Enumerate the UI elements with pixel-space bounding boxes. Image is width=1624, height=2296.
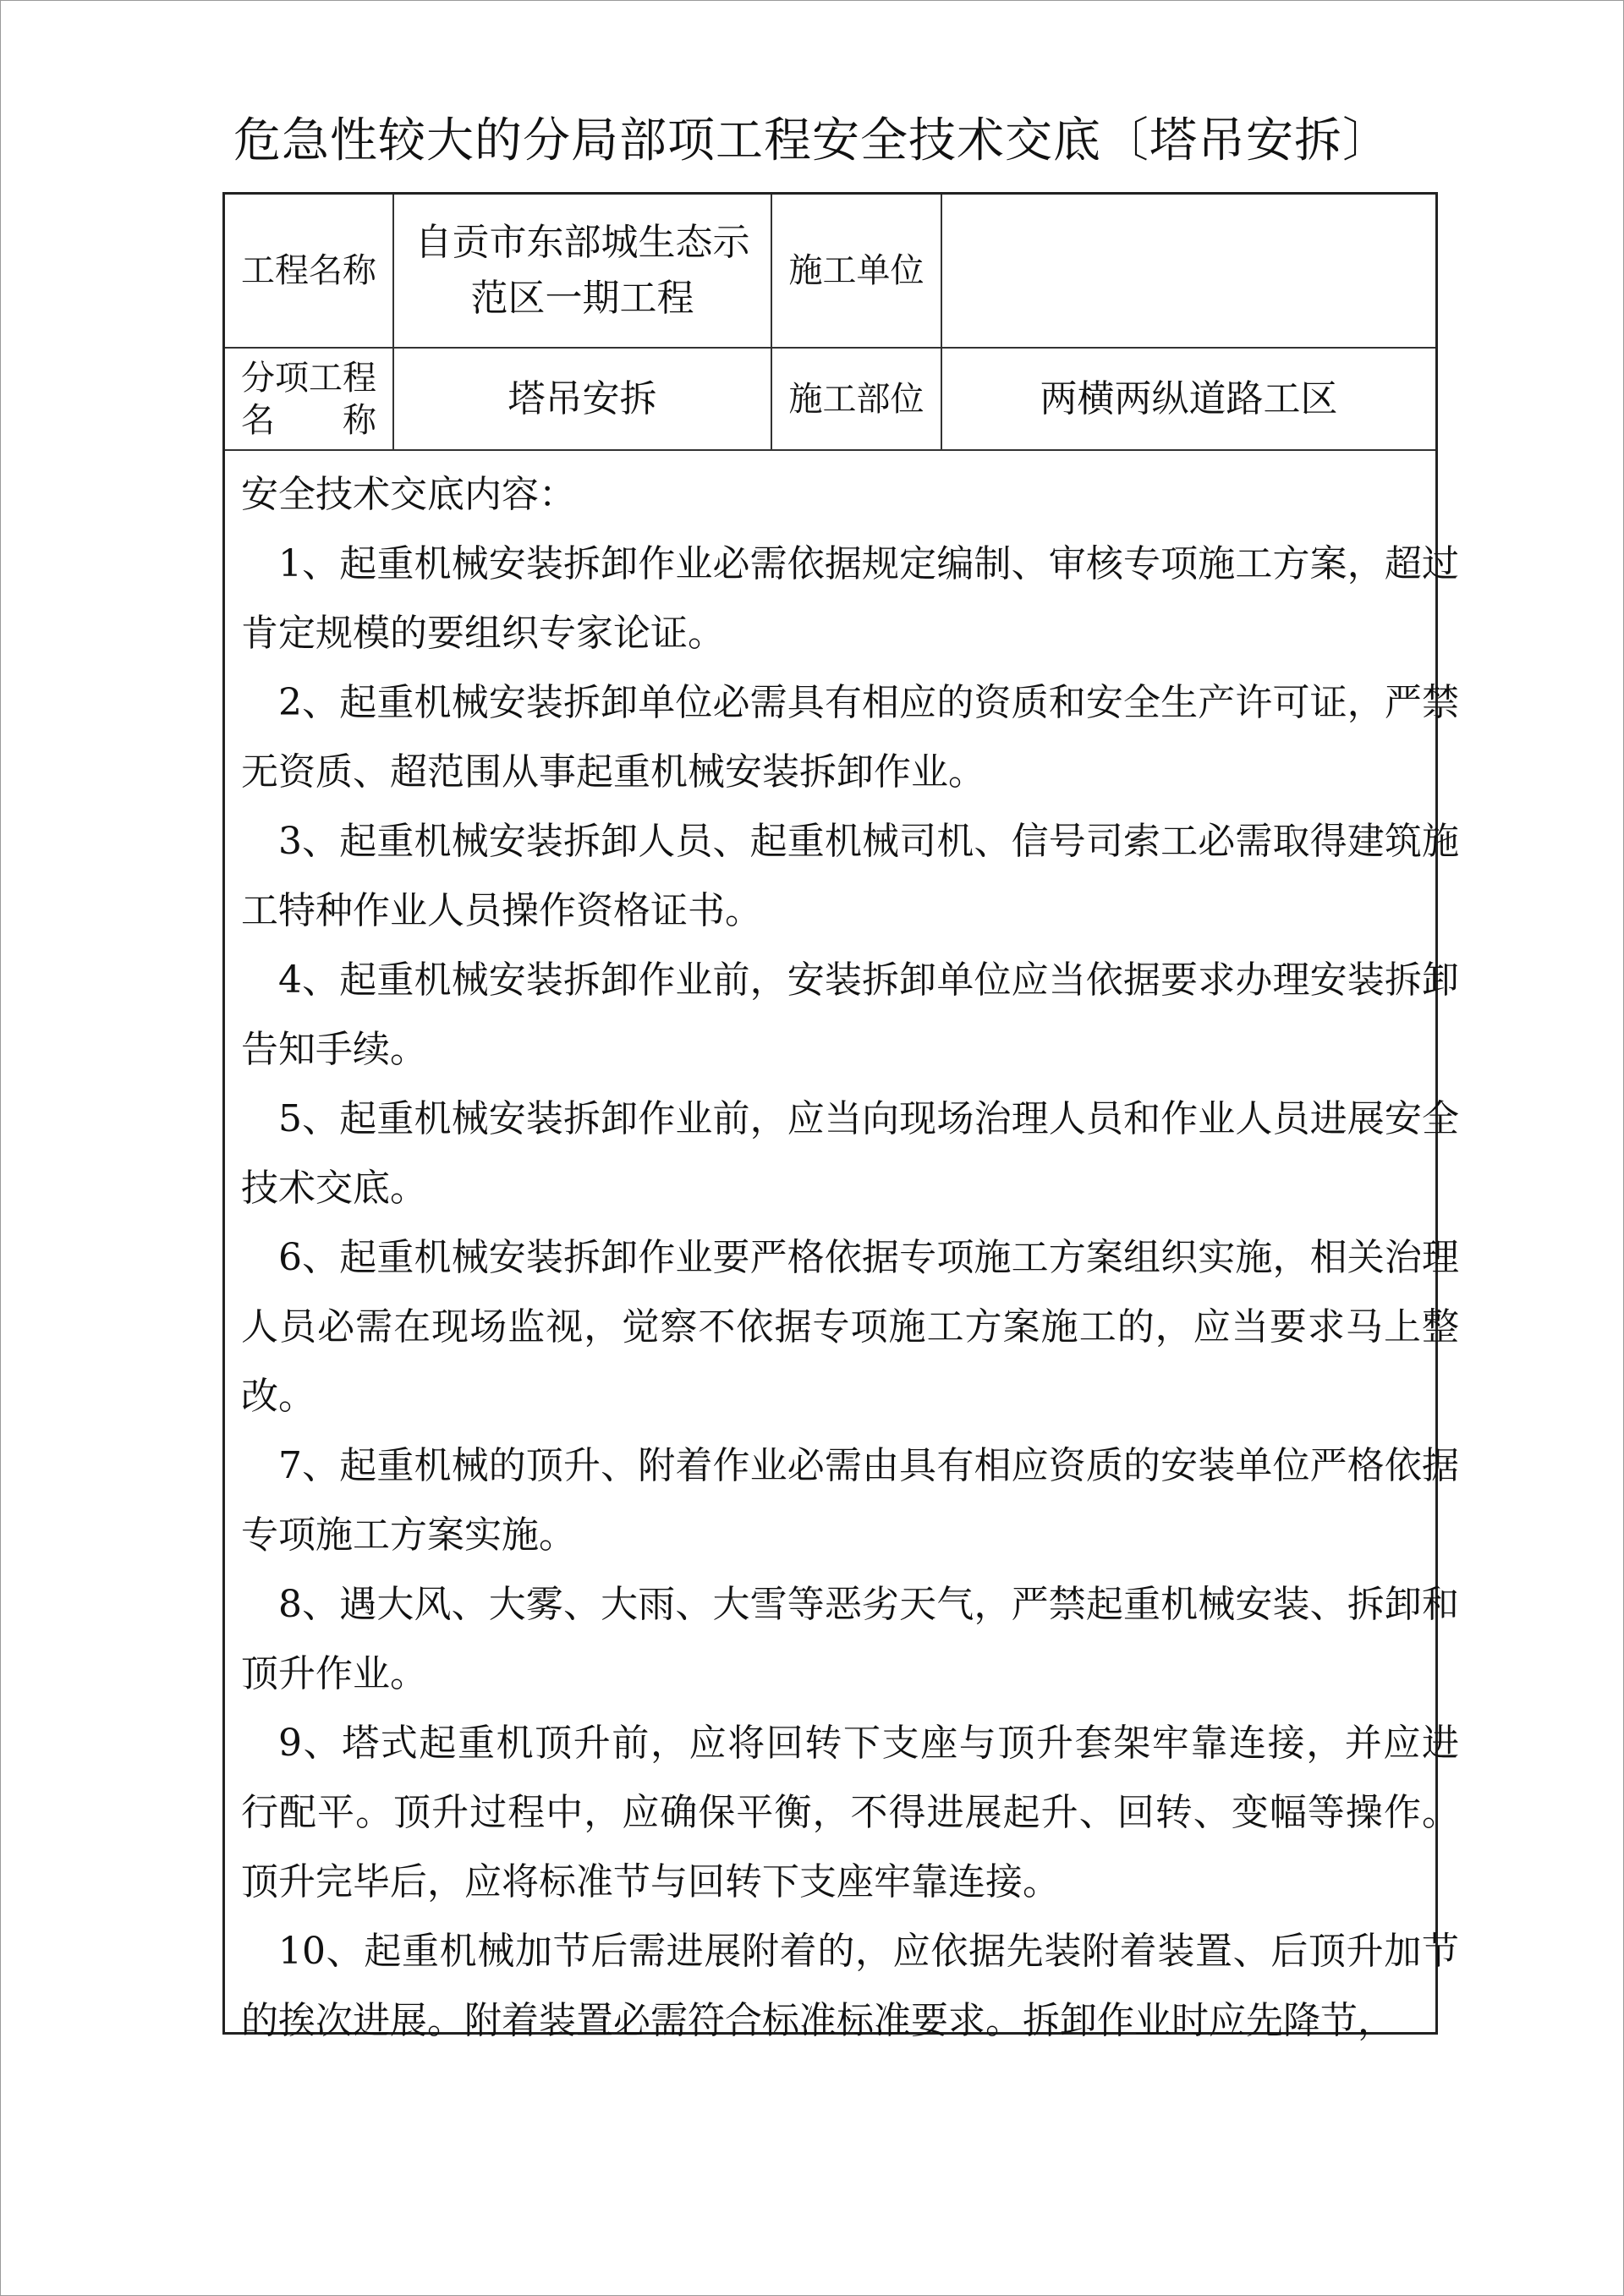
document-title: 危急性较大的分局部项工程安全技术交底〔塔吊安拆〕 — [233, 113, 1391, 168]
content-item-1: 1、起重机械安装拆卸作业必需依据规定编制、审核专项施工方案，超过肯定规模的要组织专家论证。 — [241, 542, 1459, 655]
construction-unit-value — [942, 195, 1435, 347]
content-item-8: 8、遇大风、大雾、大雨、大雪等恶劣天气，严禁起重机械安装、拆卸和顶升作业。 — [241, 1583, 1459, 1695]
project-name-line-2: 范区一期工程 — [470, 277, 694, 320]
project-name-value — [394, 195, 771, 347]
subitem-name-label — [225, 349, 392, 449]
safety-content — [241, 460, 1459, 2056]
content-item-4: 4、起重机械安装拆卸作业前，安装拆卸单位应当依据要求办理安装拆卸告知手续。 — [241, 958, 1459, 1071]
content-item-5: 5、起重机械安装拆卸作业前，应当向现场治理人员和作业人员进展安全技术交底。 — [241, 1097, 1459, 1210]
content-item-10: 10、起重机械加节后需进展附着的，应依据先装附着装置、后顶升加节的挨次进展。附着装置必需符合标准标准要求。拆卸作业时应先降节， — [241, 1930, 1459, 2042]
content-item-7: 7、起重机械的顶升、附着作业必需由具有相应资质的安装单位严格依据专项施工方案实施。 — [241, 1444, 1459, 1557]
content-item-6: 6、起重机械安装拆卸作业要严格依据专项施工方案组织实施，相关治理人员必需在现场监视，觉察不依据专项施工方案施工的，应当要求马上整改。 — [241, 1236, 1459, 1418]
construction-site-label: 施工部位 — [788, 379, 924, 419]
content-item-2: 2、起重机械安装拆卸单位必需具有相应的资质和安全生产许可证，严禁无资质、超范围从事起重机械安装拆卸作业。 — [241, 681, 1459, 794]
content-heading: 安全技术交底内容： — [241, 473, 576, 516]
project-name-line-1: 自贡市东部城生态示 — [414, 221, 750, 264]
table-row-divider — [225, 449, 1435, 451]
construction-unit-label: 施工单位 — [788, 251, 924, 290]
subitem-name-value: 塔吊安拆 — [508, 376, 657, 420]
subitem-label-line-1: 分项工程 — [241, 358, 376, 398]
project-name-label: 工程名称 — [241, 251, 376, 290]
construction-site-value: 两横两纵道路工区 — [1040, 376, 1338, 420]
content-item-3: 3、起重机械安装拆卸人员、起重机械司机、信号司索工必需取得建筑施工特种作业人员操作资格证书。 — [241, 820, 1459, 932]
subitem-label-line-2: 名 称 — [241, 400, 376, 440]
content-item-9: 9、塔式起重机顶升前，应将回转下支座与顶升套架牢靠连接，并应进 行配平。顶升过程中，应确保平衡，不得进展起升、回转、变幅等操作。顶升完毕后，应将标准节与回转下支座牢靠连接。 — [241, 1722, 1459, 1903]
